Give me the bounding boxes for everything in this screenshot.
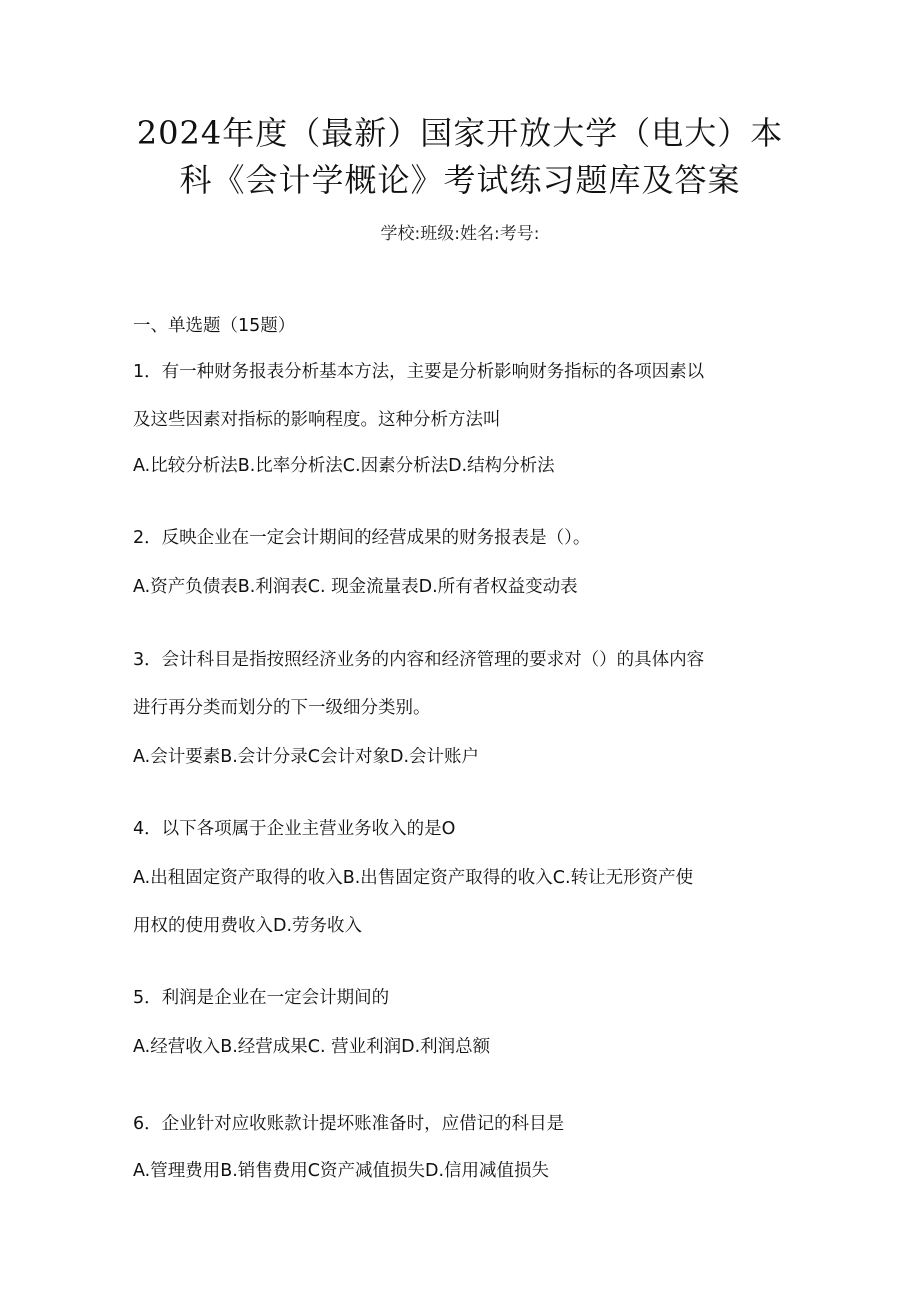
question-4-stem: 4．以下各项属于企业主营业务收入的是O <box>133 819 456 839</box>
question-3-options: A.会计要素B.会计分录C会计对象D.会计账户 <box>133 747 480 767</box>
question-1-options: A.比较分析法B.比率分析法C.因素分析法D.结构分析法 <box>133 456 555 476</box>
section-heading: 一、单选题（15题） <box>133 316 296 336</box>
question-4-options-line-1: A.出租固定资产取得的收入B.出售固定资产取得的收入C.转让无形资产使 <box>133 868 694 888</box>
question-6-stem: 6．企业针对应收账款计提坏账准备时，应借记的科目是 <box>133 1114 565 1134</box>
question-6-options: A.管理费用B.销售费用C资产减值损失D.信用减值损失 <box>133 1161 550 1181</box>
document-title-line-1: 2024年度（最新）国家开放大学（电大）本 <box>136 114 784 152</box>
question-3-stem-line-1: 3．会计科目是指按照经济业务的内容和经济管理的要求对（）的具体内容 <box>133 650 705 670</box>
question-2-options: A.资产负债表B.利润表C. 现金流量表D.所有者权益变动表 <box>133 577 578 597</box>
question-5-options: A.经营收入B.经营成果C. 营业利润D.利润总额 <box>133 1037 491 1057</box>
question-1-stem-line-1: 1．有一种财务报表分析基本方法，主要是分析影响财务指标的各项因素以 <box>133 362 705 382</box>
question-5-stem: 5．利润是企业在一定会计期间的 <box>133 988 390 1008</box>
student-info-line: 学校:班级:姓名:考号: <box>380 224 540 244</box>
question-2-stem: 2．反映企业在一定会计期间的经营成果的财务报表是（）。 <box>133 528 591 548</box>
question-4-options-line-2: 用权的使用费收入D.劳务收入 <box>133 916 363 936</box>
question-1-stem-line-2: 及这些因素对指标的影响程度。这种分析方法叫 <box>133 410 501 430</box>
question-3-stem-line-2: 进行再分类而划分的下一级细分类别。 <box>133 698 431 718</box>
document-title-line-2: 科《会计学概论》考试练习题库及答案 <box>179 161 741 199</box>
